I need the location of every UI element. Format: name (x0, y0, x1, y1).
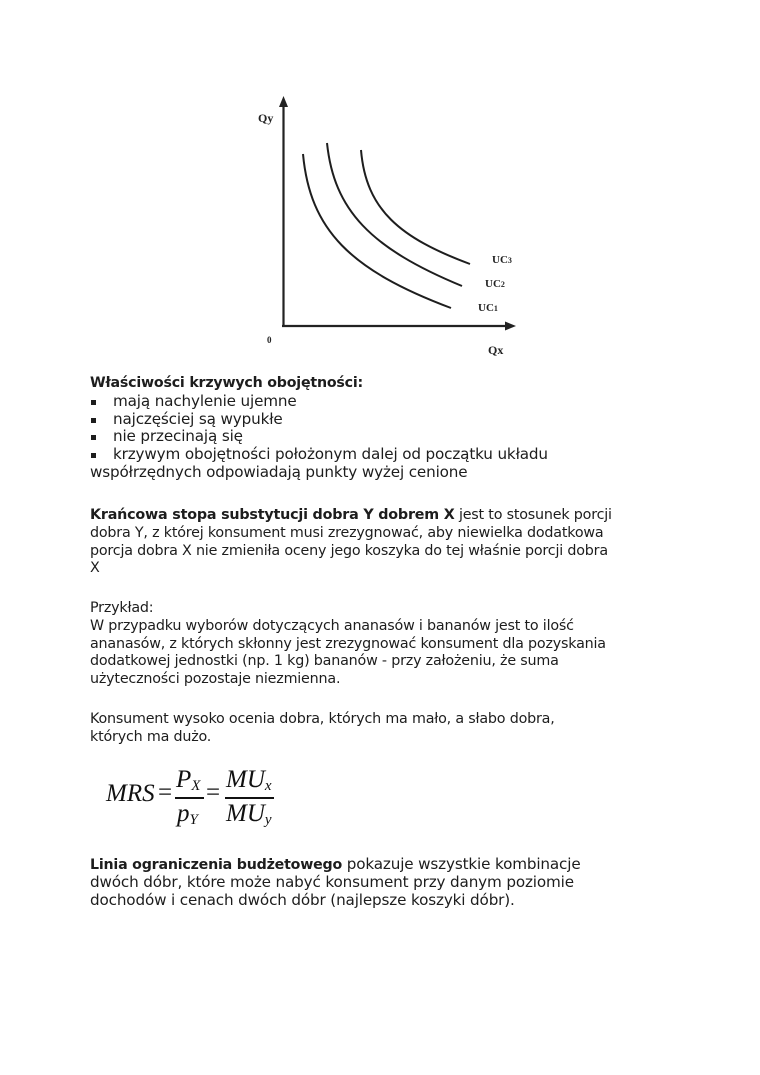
square-bullet-icon (91, 435, 96, 440)
consumer-note-paragraph (90, 711, 555, 747)
curve-label-uc2: UC2 (485, 278, 505, 290)
subscript-x: X (191, 778, 201, 794)
consumer-note-line: Konsument wysoko ocenia dobra, których ma mało, a słabo dobra, (90, 711, 555, 727)
curve-uc1 (303, 154, 451, 308)
example-paragraph (90, 600, 606, 689)
curve-uc3 (361, 150, 470, 264)
mrs-definition-line: porcja dobra X nie zmieniła oceny jego koszyka do tej właśnie porcji dobra (90, 542, 608, 559)
origin-label: 0 (267, 335, 272, 345)
example-line: dodatkowej jednostki (np. 1 kg) bananów - przy założeniu, że suma (90, 653, 559, 670)
mrs-definition-text: jest to stosunek porcji (454, 507, 612, 523)
consumer-note-line: których ma dużo. (90, 728, 212, 745)
numerator-mu: MU (226, 766, 265, 793)
example-line: W przypadku wyborów dotyczących ananasów i bananów jest to ilość (90, 617, 574, 634)
curve-uc2 (327, 143, 462, 286)
mrs-definition-line: dobra Y, z której konsument musi zrezygnować, aby niewielka dodatkowa (90, 524, 604, 541)
property-item (90, 446, 548, 464)
mrs-definition-line: X (90, 560, 100, 577)
indifference-curves-chart (240, 90, 540, 370)
subscript-x: x (264, 778, 272, 794)
mrs-term: Krańcowa stopa substytucji dobra Y dobrem X (90, 507, 455, 523)
property-text: krzywym obojętności położonym dalej od początku układu (113, 445, 548, 464)
example-line: ananasów, z których skłonny jest zrezygnować konsument dla pozyskania (90, 635, 606, 652)
property-item (90, 393, 548, 411)
fraction-bar (225, 797, 274, 799)
square-bullet-icon (91, 400, 96, 405)
budget-line-text: pokazuje wszystkie kombinacje (342, 855, 581, 873)
budget-line-term: Linia ograniczenia budżetowego (90, 857, 343, 873)
property-text: mają nachylenie ujemne (113, 391, 297, 410)
y-axis-label: Qy (258, 111, 274, 125)
indifference-curves-figure (240, 90, 540, 370)
example-label: Przykład: (90, 600, 154, 616)
formula-equals: = (206, 779, 221, 806)
property-text: najczęściej są wypukłe (113, 409, 283, 428)
square-bullet-icon (91, 418, 96, 423)
denominator-p: p (177, 800, 190, 827)
formula-lhs: MRS (106, 780, 155, 807)
curve-label-uc3: UC3 (492, 254, 512, 266)
properties-section (90, 375, 548, 482)
budget-line-paragraph (90, 856, 581, 909)
x-axis-arrow-icon (505, 322, 516, 331)
mrs-definition-paragraph (90, 507, 612, 578)
denominator-mu: MU (226, 800, 265, 827)
subscript-y: Y (189, 812, 198, 828)
fraction-bar (175, 797, 204, 799)
curve-label-uc1: UC1 (478, 302, 498, 314)
formula-equals: = (158, 779, 173, 806)
property-text: nie przecinają się (113, 427, 243, 446)
square-bullet-icon (91, 453, 96, 458)
x-axis-label: Qx (488, 343, 504, 357)
properties-heading: Właściwości krzywych obojętności: (90, 375, 364, 391)
property-item (90, 428, 548, 446)
numerator-p: P (176, 766, 192, 793)
budget-line-text-line: dwóch dóbr, które może nabyć konsument przy danym poziomie (90, 872, 574, 891)
subscript-y: y (264, 812, 272, 828)
property-continuation: współrzędnych odpowiadają punkty wyżej cenione (90, 462, 468, 481)
y-axis-arrow-icon (279, 96, 288, 107)
property-item (90, 411, 548, 429)
example-line: użyteczności pozostaje niezmienna. (90, 671, 341, 688)
budget-line-text-line: dochodów i cenach dwóch dóbr (najlepsze koszyki dóbr). (90, 890, 515, 909)
